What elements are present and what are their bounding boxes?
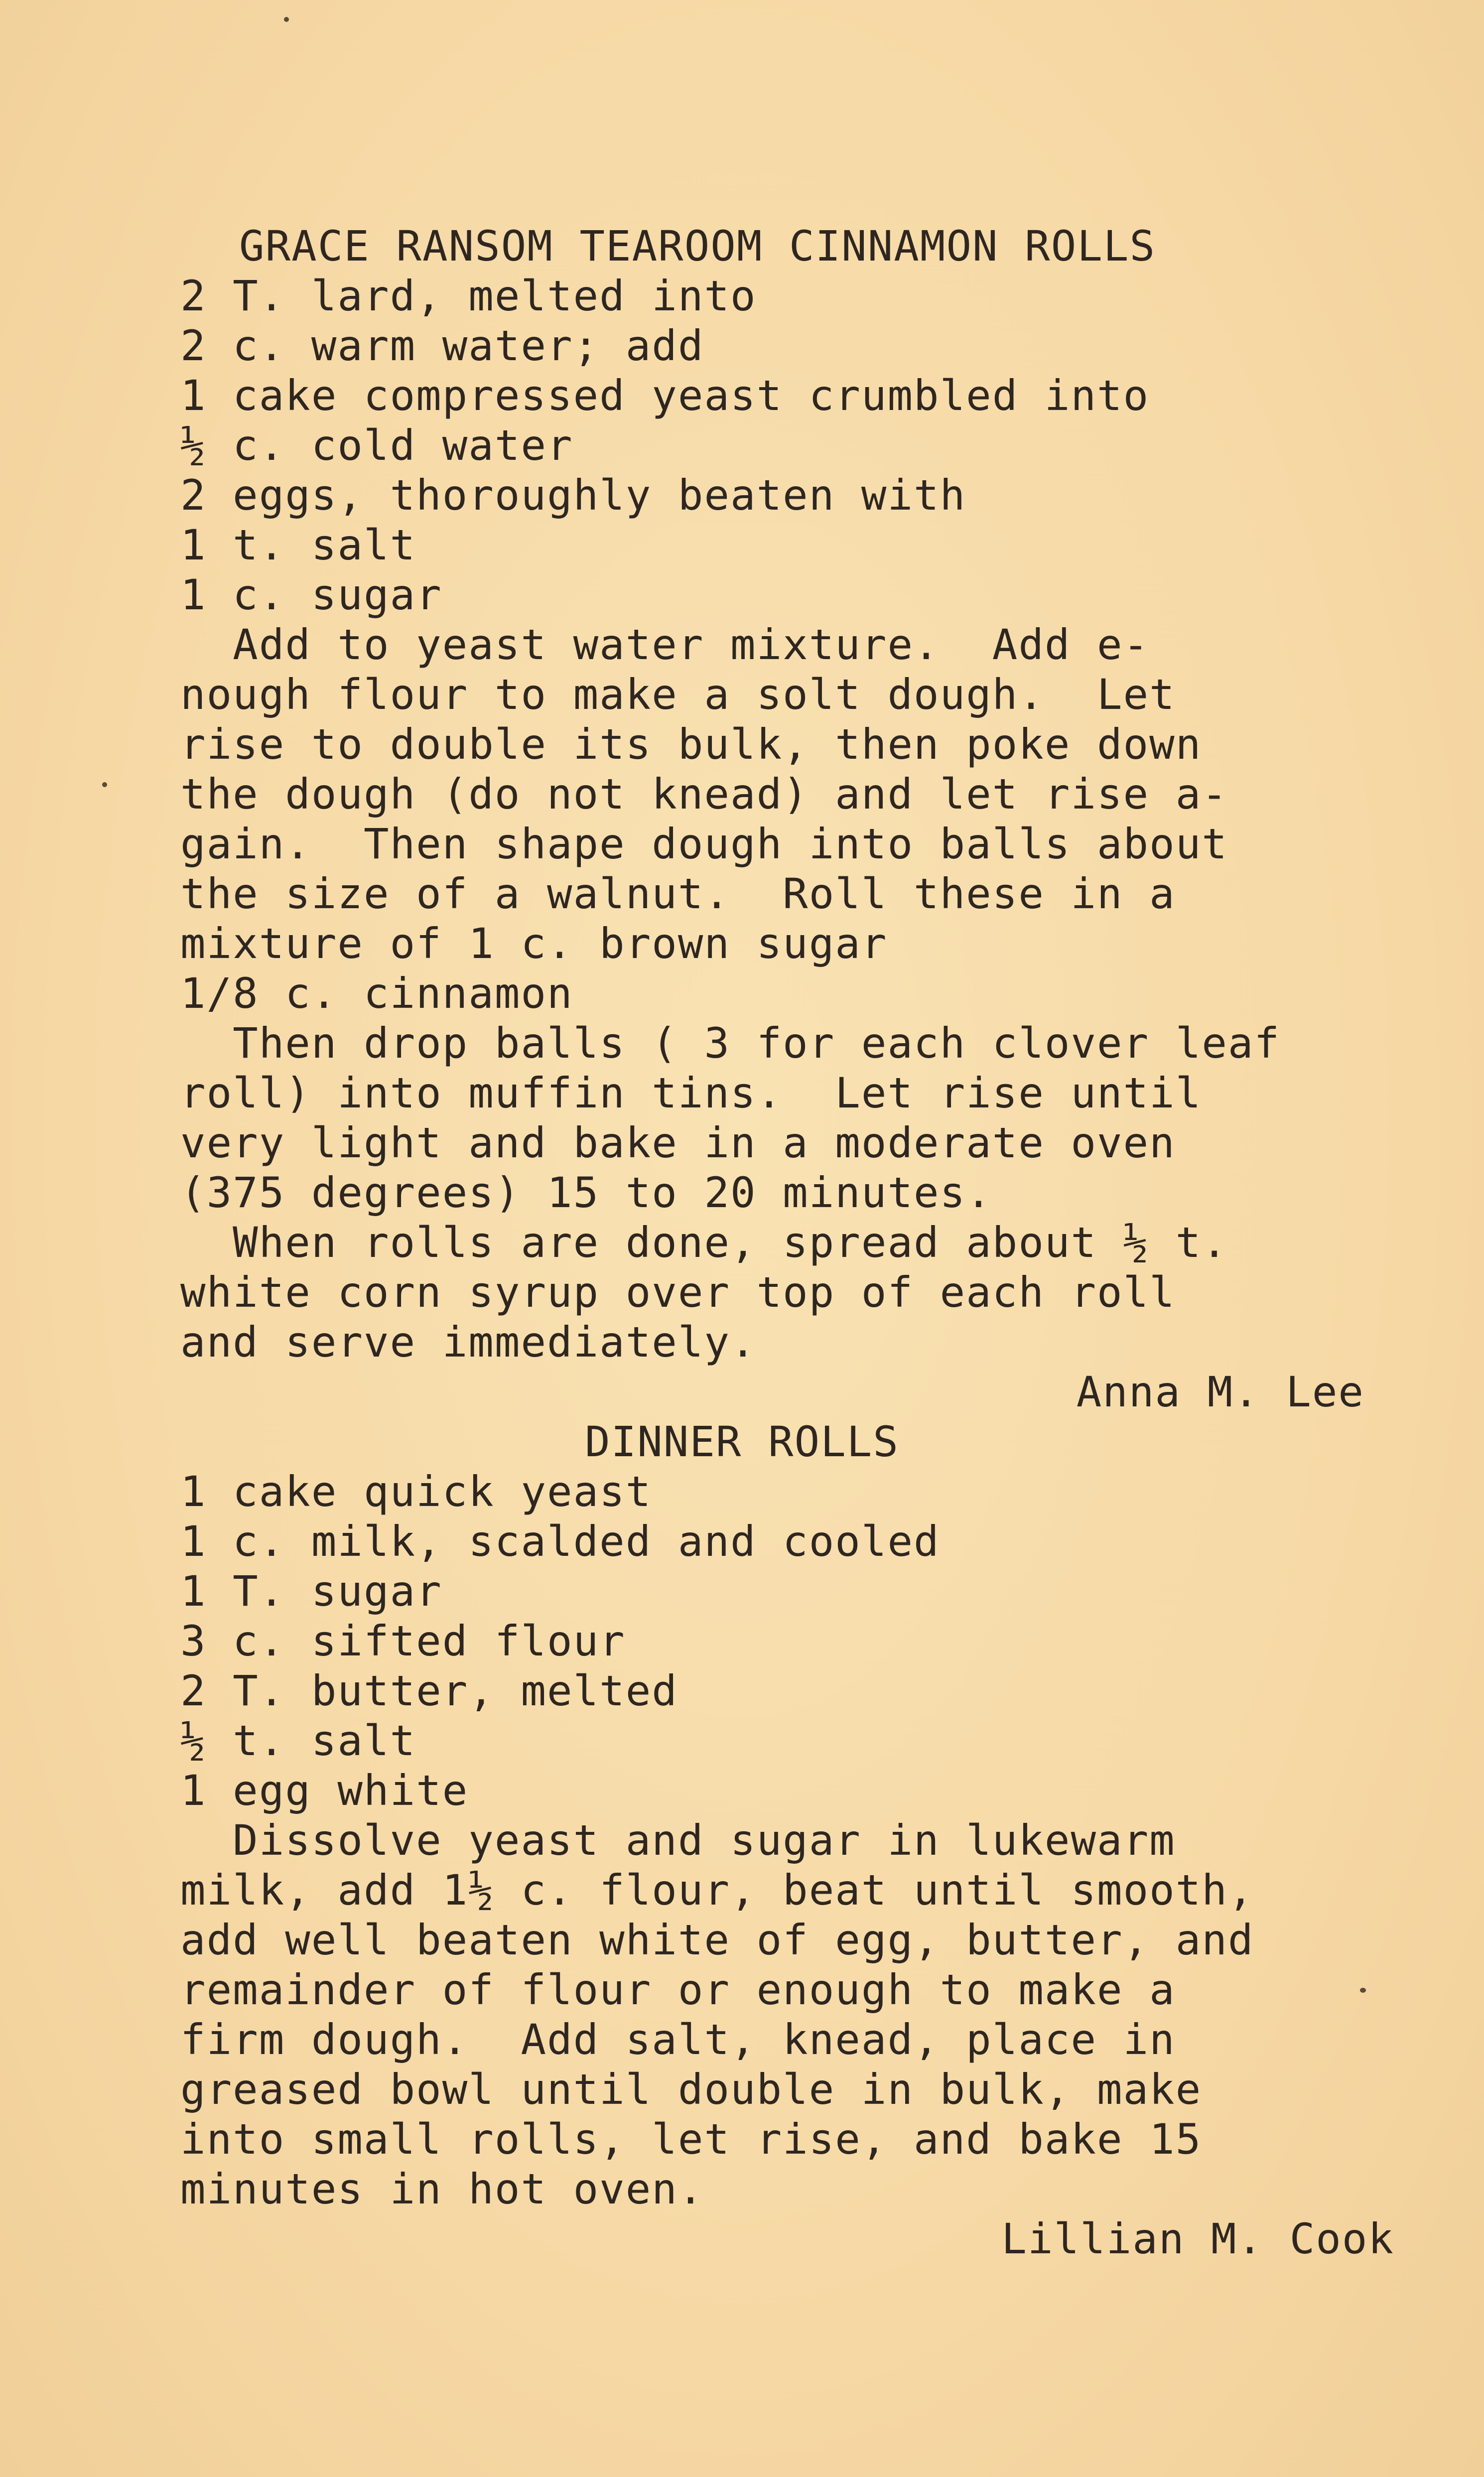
paper-speck: [284, 17, 289, 22]
direction-line: into small rolls, let rise, and bake 15: [180, 2115, 1202, 2164]
direction-line: add well beaten white of egg, butter, and: [180, 1916, 1254, 1964]
ingredient-line: 2 T. lard, melted into: [180, 272, 757, 320]
paper-speck: [102, 782, 107, 787]
paper-speck: [1360, 1988, 1366, 1993]
ingredient-line: 2 c. warm water; add: [180, 321, 704, 370]
direction-line: 1/8 c. cinnamon: [180, 969, 573, 1018]
ingredient-line: 1 c. milk, scalded and cooled: [180, 1517, 940, 1566]
direction-line: remainder of flour or enough to make a: [180, 1965, 1176, 2014]
direction-line: Then drop balls ( 3 for each clover leaf: [180, 1019, 1281, 1068]
direction-line: When rolls are done, spread about ½ t.: [180, 1218, 1228, 1267]
ingredient-line: 1 T. sugar: [180, 1567, 442, 1616]
direction-line: Dissolve yeast and sugar in lukewarm: [180, 1816, 1176, 1865]
ingredient-line: 3 c. sifted flour: [180, 1617, 626, 1665]
direction-line: greased bowl until double in bulk, make: [180, 2065, 1202, 2114]
recipe-title: DINNER ROLLS: [585, 1417, 899, 1466]
ingredient-line: 1 t. salt: [180, 521, 416, 569]
direction-line: rise to double its bulk, then poke down: [180, 720, 1202, 769]
direction-line: gain. Then shape dough into balls about: [180, 820, 1228, 868]
direction-line: milk, add 1½ c. flour, beat until smooth,: [180, 1866, 1254, 1915]
ingredient-line: ½ c. cold water: [180, 421, 573, 470]
direction-line: roll) into muffin tins. Let rise until: [180, 1069, 1202, 1117]
direction-line: firm dough. Add salt, knead, place in: [180, 2015, 1176, 2064]
direction-line: minutes in hot oven.: [180, 2165, 704, 2213]
recipe-author: Anna M. Lee: [1076, 1368, 1364, 1416]
recipe-title: GRACE RANSOM TEAROOM CINNAMON ROLLS: [239, 222, 1156, 271]
direction-line: and serve immediately.: [180, 1318, 757, 1367]
recipe-author: Lillian M. Cook: [1001, 2214, 1394, 2263]
direction-line: nough flour to make a solt dough. Let: [180, 670, 1176, 719]
ingredient-line: 1 c. sugar: [180, 570, 442, 619]
ingredient-line: 1 egg white: [180, 1766, 469, 1815]
ingredient-line: 2 eggs, thoroughly beaten with: [180, 471, 966, 520]
direction-line: Add to yeast water mixture. Add e-: [180, 620, 1150, 669]
ingredient-line: 1 cake quick yeast: [180, 1467, 652, 1516]
ingredient-line: 1 cake compressed yeast crumbled into: [180, 371, 1150, 420]
direction-line: white corn syrup over top of each roll: [180, 1268, 1176, 1317]
direction-line: mixture of 1 c. brown sugar: [180, 919, 888, 968]
direction-line: (375 degrees) 15 to 20 minutes.: [180, 1168, 992, 1217]
direction-line: the size of a walnut. Roll these in a: [180, 869, 1176, 918]
ingredient-line: 2 T. butter, melted: [180, 1666, 678, 1715]
direction-line: very light and bake in a moderate oven: [180, 1118, 1176, 1167]
direction-line: the dough (do not knead) and let rise a-: [180, 770, 1228, 819]
ingredient-line: ½ t. salt: [180, 1716, 416, 1765]
